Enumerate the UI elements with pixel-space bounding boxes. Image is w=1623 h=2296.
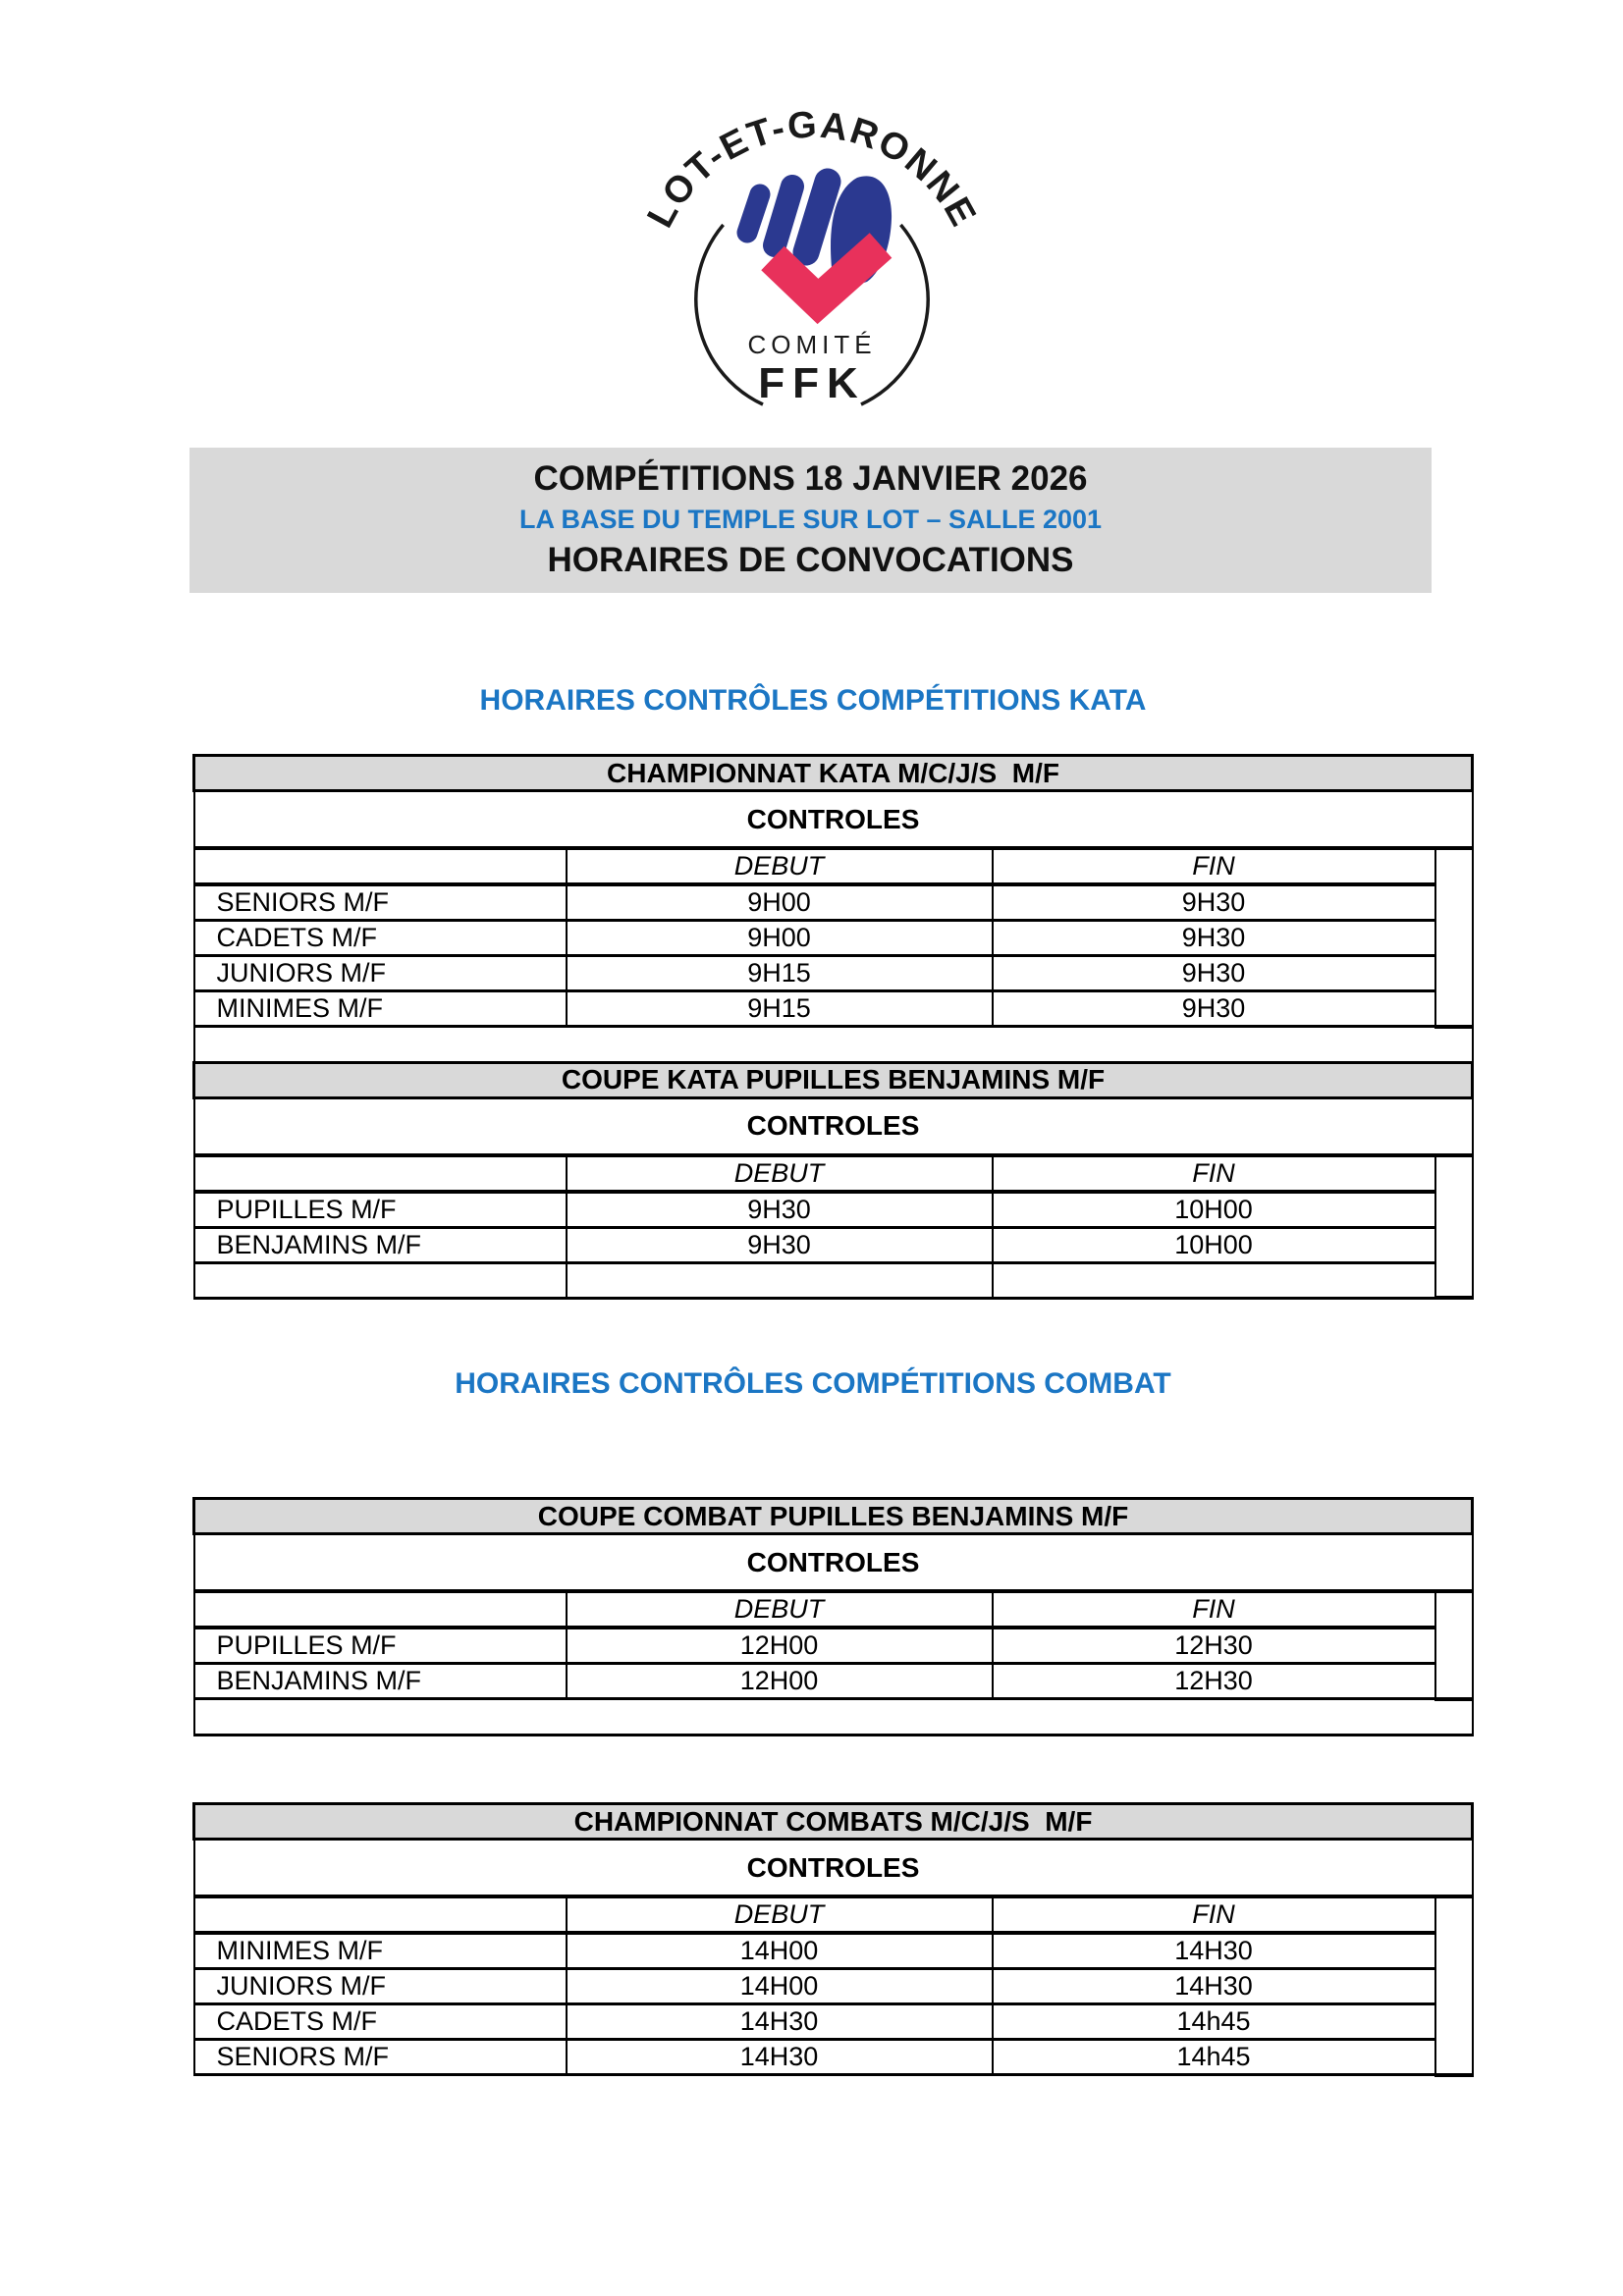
table-row [194,921,1473,956]
table-row [194,1192,1473,1228]
debut-header: DEBUT [567,848,993,884]
table-cell-empty [194,1896,567,1933]
ffk-label: FFK [758,359,866,407]
table-row [194,884,1473,921]
debut-header: DEBUT [567,1896,993,1933]
fin-cell: 10H00 [993,1227,1435,1262]
debut-cell: 9H30 [567,1227,993,1262]
combat-cup-table [192,1497,1474,1736]
table-row [194,1969,1473,2004]
table-cell-empty [194,1591,567,1628]
controls-label: CONTROLES [194,1840,1473,1897]
debut-cell: 12H00 [567,1628,993,1664]
table-row [194,956,1473,991]
fin-header: FIN [993,1591,1435,1628]
table-row [194,1840,1473,1897]
kata-section-heading: HORAIRES CONTRÔLES COMPÉTITIONS KATA [479,684,1147,717]
category-cell: BENJAMINS M/F [194,1227,567,1262]
category-cell: MINIMES M/F [194,1933,567,1969]
table-row [194,1534,1473,1592]
fin-cell: 9H30 [993,921,1435,956]
fin-cell: 10H00 [993,1192,1435,1228]
fin-cell: 14H30 [993,1933,1435,1969]
debut-cell: 9H15 [567,956,993,991]
comite-label: COMITÉ [747,330,877,359]
category-cell: JUNIORS M/F [194,956,567,991]
table-title: CHAMPIONNAT KATA M/C/J/S M/F [194,756,1473,791]
table-row [194,848,1473,884]
table-row [194,1097,1473,1155]
table-row [194,1062,1473,1097]
lot-et-garonne-ffk-logo [635,103,989,437]
category-cell: JUNIORS M/F [194,1969,567,2004]
category-cell: PUPILLES M/F [194,1192,567,1228]
debut-cell: 9H00 [567,921,993,956]
category-cell: SENIORS M/F [194,884,567,921]
table-title: CHAMPIONNAT COMBATS M/C/J/S M/F [194,1804,1473,1840]
controls-label: CONTROLES [194,791,1473,849]
controls-label: CONTROLES [194,1534,1473,1592]
fin-cell: 9H30 [993,956,1435,991]
table-cell-empty [194,848,567,884]
fin-cell: 9H30 [993,991,1435,1027]
category-cell: BENJAMINS M/F [194,1664,567,1699]
table-title: COUPE KATA PUPILLES BENJAMINS M/F [194,1062,1473,1097]
table-sliver-cell [1435,1896,1473,2075]
debut-cell: 9H15 [567,991,993,1027]
category-cell: MINIMES M/F [194,991,567,1027]
fin-cell: 12H30 [993,1628,1435,1664]
table-row [194,1933,1473,1969]
fin-cell: 12H30 [993,1664,1435,1699]
table-cell-empty [194,1699,1473,1735]
event-title: COMPÉTITIONS 18 JANVIER 2026 [533,459,1088,498]
fin-cell: 14h45 [993,2004,1435,2040]
controls-label: CONTROLES [194,1097,1473,1155]
debut-cell: 14H30 [567,2040,993,2075]
table-sliver-cell [1435,848,1473,1027]
debut-cell: 12H00 [567,1664,993,1699]
table-row [194,1591,1473,1628]
fin-cell: 14h45 [993,2040,1435,2075]
table-sliver-cell [1435,1155,1473,1299]
category-cell: CADETS M/F [194,2004,567,2040]
table-row [194,2040,1473,2075]
debut-header: DEBUT [567,1155,993,1192]
event-venue: LA BASE DU TEMPLE SUR LOT – SALLE 2001 [518,505,1103,534]
fin-header: FIN [993,1155,1435,1192]
logo-arc-text: LOT-ET-GARONNE [639,104,985,235]
debut-cell: 14H30 [567,2004,993,2040]
table-row [194,2004,1473,2040]
category-cell: PUPILLES M/F [194,1628,567,1664]
table-cell-empty [194,1262,567,1298]
event-subtitle: HORAIRES DE CONVOCATIONS [547,541,1074,579]
table-cell-empty [194,1027,1473,1063]
event-header-box [189,448,1432,593]
table-row [194,756,1473,791]
combat-section-heading: HORAIRES CONTRÔLES COMPÉTITIONS COMBAT [455,1367,1171,1400]
table-row [194,1499,1473,1534]
debut-cell: 14H00 [567,1969,993,2004]
table-row [194,791,1473,849]
fin-header: FIN [993,1896,1435,1933]
kata-schedule-table [192,754,1474,1300]
table-cell-empty [194,1155,567,1192]
fin-header: FIN [993,848,1435,884]
table-cell-empty [993,1262,1435,1298]
table-row [194,1027,1473,1063]
table-row [194,1262,1473,1298]
debut-cell: 14H00 [567,1933,993,1969]
table-cell-empty [567,1262,993,1298]
combat-championship-table [192,1802,1474,2077]
table-row [194,1804,1473,1840]
fin-cell: 14H30 [993,1969,1435,2004]
category-cell: SENIORS M/F [194,2040,567,2075]
logo-chevron-icon [773,245,881,301]
debut-header: DEBUT [567,1591,993,1628]
table-row [194,1155,1473,1192]
table-sliver-cell [1435,1591,1473,1699]
table-title: COUPE COMBAT PUPILLES BENJAMINS M/F [194,1499,1473,1534]
fin-cell: 9H30 [993,884,1435,921]
table-row [194,991,1473,1027]
table-row [194,1664,1473,1699]
table-row [194,1896,1473,1933]
table-row [194,1628,1473,1664]
debut-cell: 9H30 [567,1192,993,1228]
debut-cell: 9H00 [567,884,993,921]
category-cell: CADETS M/F [194,921,567,956]
table-row [194,1699,1473,1735]
table-row [194,1227,1473,1262]
